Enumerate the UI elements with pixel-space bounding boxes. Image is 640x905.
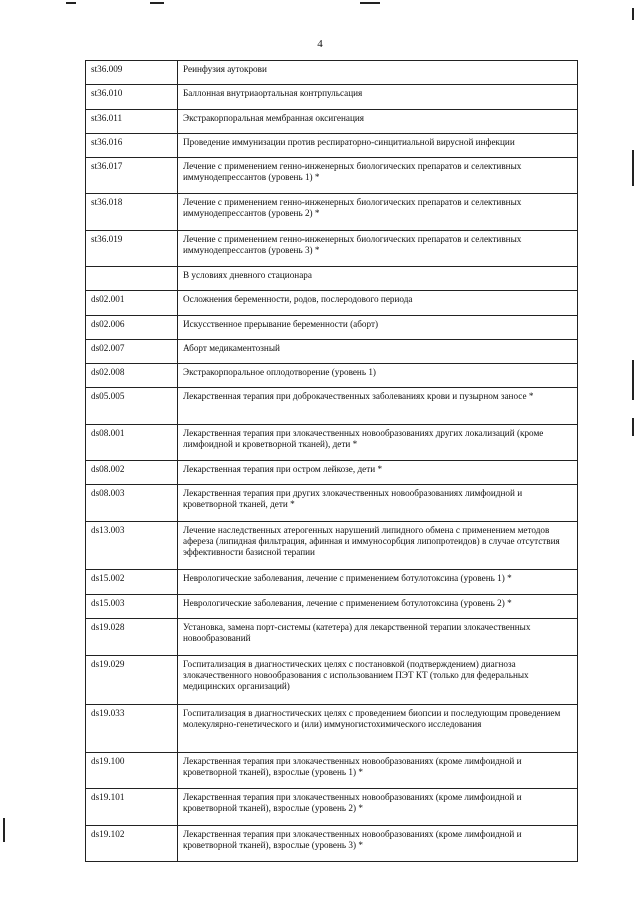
scan-artifact-top-mid — [360, 2, 380, 4]
row-code: ds08.001 — [86, 425, 178, 461]
row-code: st36.011 — [86, 110, 178, 134]
row-code: ds15.003 — [86, 595, 178, 619]
row-name: Экстракорпоральное оплодотворение (уровень 1) — [178, 364, 578, 388]
row-name: Установка, замена порт-системы (катетера) для лекарственной терапии злокачественных новообразований — [178, 619, 578, 656]
row-name: Лечение с применением генно-инженерных биологических препаратов и селективных иммунодепрессантов (уровень 2) * — [178, 194, 578, 231]
scan-artifact-right-edge-1 — [632, 8, 634, 20]
table-row — [86, 231, 578, 267]
row-name: Госпитализация в диагностических целях с постановкой (подтверждением) диагноза злокачественного новообразования с использованием ПЭТ КТ (только для федеральных медицинских организаций) — [178, 656, 578, 705]
row-name: Лекарственная терапия при злокачественных новообразованиях (кроме лимфоидной и кроветворной тканей), взрослые (уровень 2) * — [178, 789, 578, 826]
row-code: st36.019 — [86, 231, 178, 267]
row-name: Реинфузия аутокрови — [178, 61, 578, 85]
table-row — [86, 158, 578, 194]
row-name: Лекарственная терапия при других злокачественных новообразованиях лимфоидной и кроветворной тканей, дети * — [178, 485, 578, 522]
section-header-row — [86, 267, 578, 291]
table-row — [86, 595, 578, 619]
table-row — [86, 570, 578, 595]
table-row — [86, 656, 578, 705]
table-row — [86, 485, 578, 522]
row-name: Лекарственная терапия при злокачественных новообразованиях (кроме лимфоидной и кроветворной тканей), взрослые (уровень 3) * — [178, 826, 578, 862]
row-name: Лекарственная терапия при доброкачественных заболеваниях крови и пузырном заносе * — [178, 388, 578, 425]
row-name: Баллонная внутриаортальная контрпульсация — [178, 85, 578, 110]
row-code: ds02.006 — [86, 316, 178, 340]
row-code: ds19.033 — [86, 705, 178, 753]
row-code: st36.010 — [86, 85, 178, 110]
table-row — [86, 61, 578, 85]
row-code: st36.018 — [86, 194, 178, 231]
row-name: Аборт медикаментозный — [178, 340, 578, 364]
table-row — [86, 340, 578, 364]
row-code: st36.016 — [86, 134, 178, 158]
table-row — [86, 753, 578, 789]
row-name: Госпитализация в диагностических целях с проведением биопсии и последующим проведением молекулярно-генетического и (или) иммуногистохимического исследования — [178, 705, 578, 753]
row-name: Проведение иммунизации против респираторно-синцитиальной вирусной инфекции — [178, 134, 578, 158]
table-row — [86, 705, 578, 753]
table-row — [86, 194, 578, 231]
row-name: Неврологические заболевания, лечение с применением ботулотоксина (уровень 1) * — [178, 570, 578, 595]
row-name: Лечение наследственных атерогенных нарушений липидного обмена с применением методов афереза (липидная фильтрация, афинная и иммуносорбция липопротеидов) в случае отсутствия эффективности базисной терапии — [178, 522, 578, 570]
row-name: Осложнения беременности, родов, послеродового периода — [178, 291, 578, 316]
scan-artifact-top-left — [66, 2, 76, 4]
scan-artifact-left-edge — [3, 818, 5, 842]
row-code: ds19.100 — [86, 753, 178, 789]
row-code: ds02.001 — [86, 291, 178, 316]
table-row — [86, 425, 578, 461]
row-name: Лекарственная терапия при остром лейкозе, дети * — [178, 461, 578, 485]
table-row — [86, 388, 578, 425]
row-name: Искусственное прерывание беременности (аборт) — [178, 316, 578, 340]
row-code: ds05.005 — [86, 388, 178, 425]
row-code: ds19.029 — [86, 656, 178, 705]
row-code: st36.009 — [86, 61, 178, 85]
scan-artifact-right-edge-3 — [632, 360, 634, 400]
row-name: Экстракорпоральная мембранная оксигенация — [178, 110, 578, 134]
table-row — [86, 316, 578, 340]
row-code: ds19.102 — [86, 826, 178, 862]
table-row — [86, 826, 578, 862]
table-row — [86, 789, 578, 826]
row-code: ds19.028 — [86, 619, 178, 656]
row-code: ds08.002 — [86, 461, 178, 485]
page-number: 4 — [317, 38, 323, 50]
row-name: Лечение с применением генно-инженерных биологических препаратов и селективных иммунодепрессантов (уровень 1) * — [178, 158, 578, 194]
row-code — [86, 267, 178, 291]
table-row — [86, 619, 578, 656]
table-row — [86, 291, 578, 316]
table-row — [86, 110, 578, 134]
table-row — [86, 461, 578, 485]
row-name: Лечение с применением генно-инженерных биологических препаратов и селективных иммунодепрессантов (уровень 3) * — [178, 231, 578, 267]
scan-artifact-right-edge-4 — [632, 418, 634, 436]
scan-artifact-top — [150, 2, 164, 4]
row-name: Лекарственная терапия при злокачественных новообразованиях (кроме лимфоидной и кроветворной тканей), взрослые (уровень 1) * — [178, 753, 578, 789]
row-code: st36.017 — [86, 158, 178, 194]
row-code: ds19.101 — [86, 789, 178, 826]
scan-artifact-right-edge-2 — [632, 150, 634, 186]
codes-table — [85, 60, 578, 862]
row-code: ds15.002 — [86, 570, 178, 595]
row-name: Неврологические заболевания, лечение с применением ботулотоксина (уровень 2) * — [178, 595, 578, 619]
table-row — [86, 364, 578, 388]
table-row — [86, 134, 578, 158]
row-name: Лекарственная терапия при злокачественных новообразованиях других локализаций (кроме лимфоидной и кроветворной тканей), дети * — [178, 425, 578, 461]
table-row — [86, 85, 578, 110]
table-row — [86, 522, 578, 570]
row-code: ds02.008 — [86, 364, 178, 388]
row-code: ds08.003 — [86, 485, 178, 522]
row-code: ds02.007 — [86, 340, 178, 364]
section-title: В условиях дневного стационара — [178, 267, 578, 291]
row-code: ds13.003 — [86, 522, 178, 570]
